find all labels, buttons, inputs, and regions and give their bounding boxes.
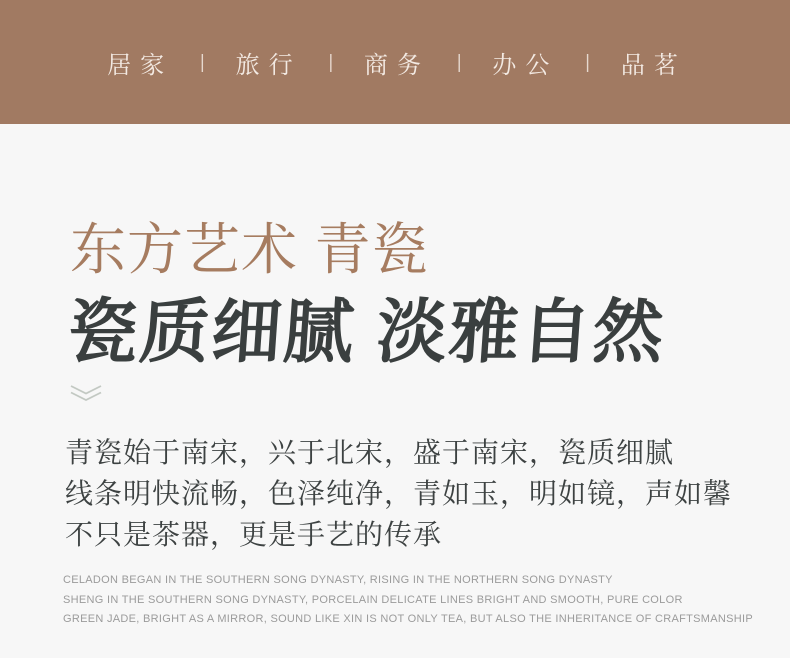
intro-text-cn [65,432,750,555]
intro-line-cn: 不只是茶器，更是手艺的传承 [65,519,443,550]
double-chevron-down-icon [69,384,750,402]
intro-line-en: SHENG IN THE SOUTHERN SONG DYNASTY, PORCELAIN DELICATE LINES BRIGHT AND SMOOTH, PURE COLOR [63,593,683,606]
intro-line-en: GREEN JADE, BRIGHT AS A MIRROR, SOUND LIKE XIN IS NOT ONLY TEA, BUT ALSO THE INHERITANCE OF CRAFTSMANSHIP [63,613,754,625]
nav-item-office[interactable]: 办公 [492,51,559,79]
hero-subtitle: 东方艺术 青瓷 [70,218,429,281]
nav-item-home-living[interactable]: 居家 [107,51,174,79]
nav-item-travel[interactable]: 旅行 [235,51,302,79]
category-nav [103,45,687,80]
hero-title: 瓷质细腻 淡雅自然 [64,293,668,371]
nav-divider: | [200,50,205,73]
nav-item-business[interactable]: 商务 [364,51,430,79]
header-bar [0,0,790,124]
hero-section [0,124,790,630]
intro-text-en [63,571,754,630]
intro-line-en: CELADON BEGAN IN THE SOUTHERN SONG DYNASTY, RISING IN THE NORTHERN SONG DYNASTY [63,574,613,586]
nav-item-tea-tasting[interactable]: 品茗 [620,51,687,79]
intro-line-cn: 青瓷始于南宋，兴于北宋，盛于南宋，瓷质细腻 [65,437,675,468]
nav-divider: | [457,50,462,73]
nav-divider: | [328,50,333,73]
intro-line-cn: 线条明快流畅，色泽纯净，青如玉，明如镜，声如馨 [65,478,733,509]
nav-divider: | [585,50,590,73]
